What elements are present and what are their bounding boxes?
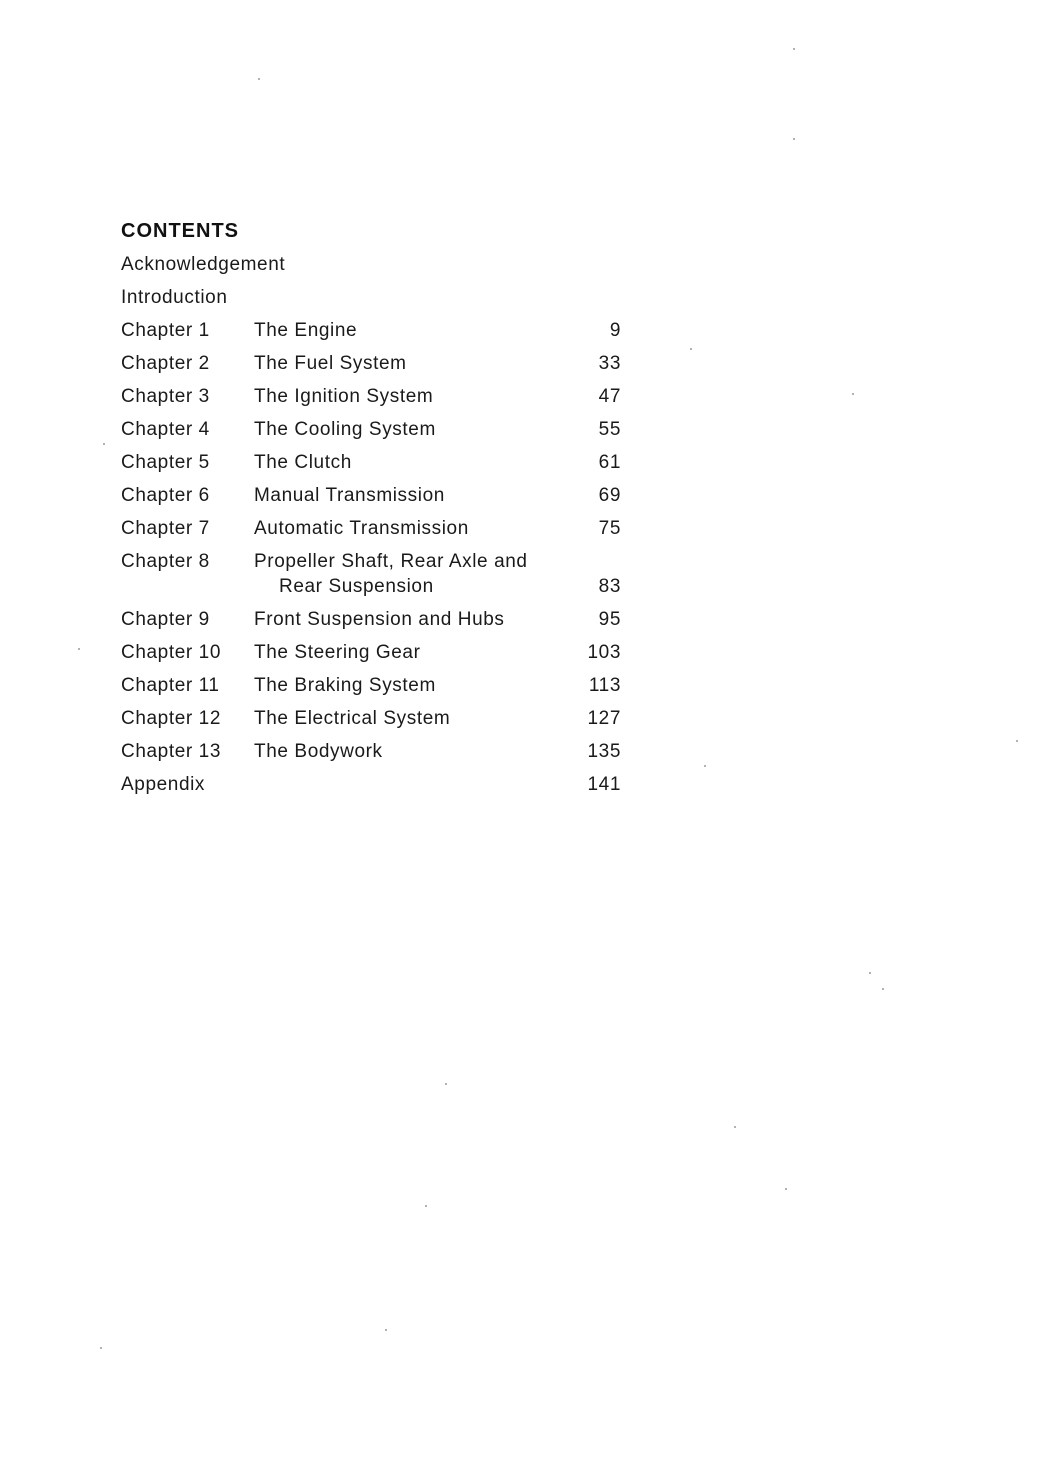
page-number: 127 — [587, 708, 621, 729]
toc-label: Appendix — [121, 774, 206, 795]
chapter-title: The Fuel System — [254, 353, 407, 374]
page-number: 55 — [598, 419, 621, 440]
scan-speck — [690, 348, 692, 350]
chapter-number: Chapter 5 — [121, 452, 210, 473]
page-number: 83 — [598, 576, 621, 597]
chapter-number: Chapter 13 — [121, 741, 222, 762]
toc-row — [121, 384, 621, 409]
toc-row — [121, 516, 621, 541]
toc-row-appendix — [121, 772, 621, 797]
scan-speck — [445, 1083, 447, 1085]
chapter-number: Chapter 3 — [121, 386, 210, 407]
toc-row — [121, 607, 621, 632]
page-number: 75 — [598, 518, 621, 539]
page-number: 33 — [598, 353, 621, 374]
chapter-title: The Ignition System — [254, 386, 434, 407]
scan-speck — [385, 1329, 387, 1331]
page-number: 95 — [598, 609, 621, 630]
chapter-number: Chapter 12 — [121, 708, 222, 729]
scan-speck — [425, 1205, 427, 1207]
toc-row-acknowledgement — [121, 252, 621, 277]
table-of-contents — [121, 252, 621, 805]
chapter-title: The Braking System — [254, 675, 436, 696]
toc-row — [121, 351, 621, 376]
page-number: 113 — [588, 675, 621, 696]
chapter-number: Chapter 7 — [121, 518, 210, 539]
scan-speck — [852, 393, 854, 395]
scan-speck — [869, 972, 871, 974]
scan-speck — [785, 1188, 787, 1190]
scan-speck — [258, 78, 260, 80]
chapter-number: Chapter 9 — [121, 609, 210, 630]
toc-row — [121, 640, 621, 665]
scan-speck — [793, 48, 795, 50]
chapter-number: Chapter 11 — [121, 675, 220, 696]
page-number: 135 — [587, 741, 621, 762]
chapter-title: The Cooling System — [254, 419, 436, 440]
chapter-number: Chapter 4 — [121, 419, 210, 440]
chapter-number: Chapter 8 — [121, 551, 210, 572]
page-number: 69 — [598, 485, 621, 506]
scan-speck — [734, 1126, 736, 1128]
scan-speck — [882, 988, 884, 990]
chapter-title: The Steering Gear — [254, 642, 421, 663]
page-number: 9 — [609, 320, 621, 341]
chapter-number: Chapter 10 — [121, 642, 222, 663]
chapter-title: Automatic Transmission — [254, 518, 469, 539]
scan-speck — [793, 138, 795, 140]
chapter-title: Front Suspension and Hubs — [254, 609, 505, 630]
chapter-title-continuation: Rear Suspension — [279, 576, 434, 597]
page-number: 141 — [587, 774, 621, 795]
scan-speck — [103, 443, 105, 445]
toc-row — [121, 549, 621, 599]
toc-row — [121, 417, 621, 442]
chapter-title: The Clutch — [254, 452, 352, 473]
chapter-title: The Bodywork — [254, 741, 383, 762]
scan-speck — [704, 765, 706, 767]
page-title: CONTENTS — [121, 220, 239, 242]
toc-row — [121, 483, 621, 508]
scan-speck — [1016, 740, 1018, 742]
toc-label: Acknowledgement — [121, 254, 286, 275]
toc-row — [121, 450, 621, 475]
chapter-title — [254, 549, 571, 599]
chapter-number: Chapter 6 — [121, 485, 210, 506]
scan-speck — [78, 648, 80, 650]
chapter-number: Chapter 1 — [121, 320, 210, 341]
toc-row-introduction — [121, 285, 621, 310]
chapter-title: Manual Transmission — [254, 485, 445, 506]
chapter-number: Chapter 2 — [121, 353, 210, 374]
scan-speck — [100, 1347, 102, 1349]
chapter-title-line: Propeller Shaft, Rear Axle and — [254, 551, 528, 572]
chapter-title: The Engine — [254, 320, 358, 341]
page-number: 47 — [598, 386, 621, 407]
toc-row — [121, 739, 621, 764]
page-number: 103 — [587, 642, 621, 663]
chapter-title: The Electrical System — [254, 708, 451, 729]
toc-row — [121, 318, 621, 343]
toc-label: Introduction — [121, 287, 228, 308]
toc-row — [121, 706, 621, 731]
page-number: 61 — [598, 452, 621, 473]
toc-row — [121, 673, 621, 698]
